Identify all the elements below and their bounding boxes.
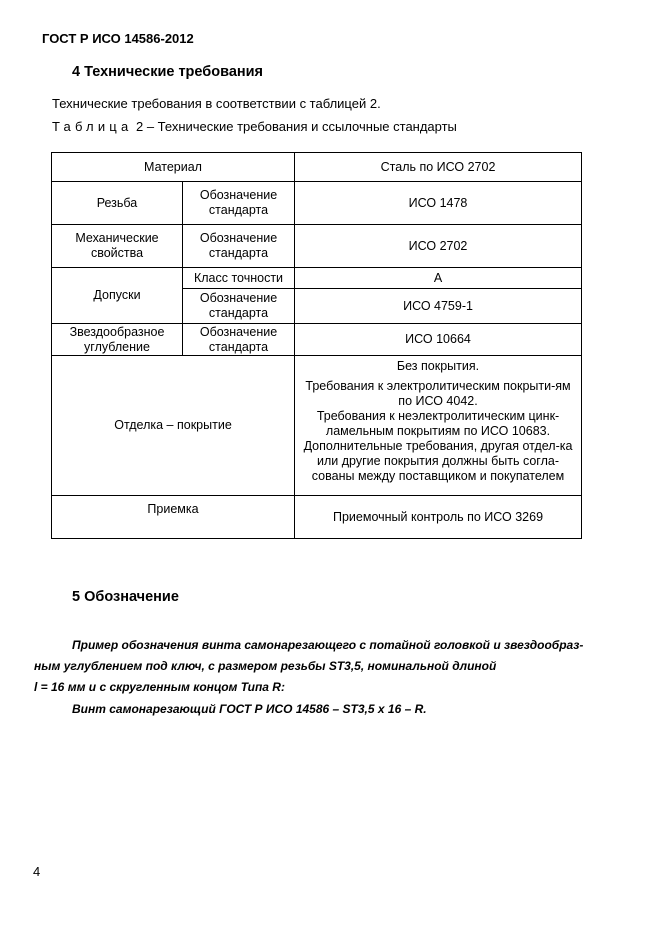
star-value: ИСО 10664 — [295, 324, 582, 356]
table-row — [52, 496, 582, 539]
tol-class-value: A — [295, 268, 582, 289]
table-row — [52, 225, 582, 268]
finish-line-1: Без покрытия. — [396, 359, 480, 373]
section-4-intro: Технические требования в соответствии с таблицей 2. — [52, 96, 381, 111]
star-sub: Обозначение стандарта — [183, 324, 295, 356]
thread-value: ИСО 1478 — [295, 182, 582, 225]
accept-label: Приемка — [52, 496, 295, 539]
mech-sub: Обозначение стандарта — [183, 225, 295, 268]
tol-class-label: Класс точности — [183, 268, 295, 289]
example-line-1: Пример обозначения винта самонарезающего с потайной головкой и звездообраз- — [72, 638, 584, 652]
finish-line-2: Требования к электролитическим покрыти-ям по ИСО 4042. — [305, 379, 571, 408]
tol-value: ИСО 4759-1 — [295, 289, 582, 324]
table-caption — [52, 119, 457, 134]
mech-label: Механические свойства — [52, 225, 183, 268]
example-line-3: l = 16 мм и с скругленным концом Типа R: — [34, 680, 285, 694]
thread-label: Резьба — [52, 182, 183, 225]
finish-line-4: Дополнительные требования, другая отдел-ка или другие покрытия должны быть согла-сованы между поставщиком и покупателем — [303, 439, 573, 483]
requirements-table — [51, 152, 582, 539]
section-5-title: 5 Обозначение — [72, 589, 179, 605]
table-row — [52, 182, 582, 225]
finish-label: Отделка – покрытие — [52, 356, 295, 496]
designation-example: Винт самонарезающий ГОСТ Р ИСО 14586 – ST3,5 x 16 – R. — [72, 702, 427, 716]
star-label: Звездообразное углубление — [52, 324, 183, 356]
material-label: Материал — [52, 153, 295, 182]
section-4-title: 4 Технические требования — [72, 64, 264, 80]
page-number: 4 — [33, 864, 41, 879]
accept-value: Приемочный контроль по ИСО 3269 — [295, 496, 582, 539]
table-row — [52, 153, 582, 182]
table-caption-word: Таблица — [52, 119, 133, 134]
table-row — [52, 324, 582, 356]
example-line-2: ным углублением под ключ, с размером резьбы ST3,5, номинальной длиной — [34, 659, 497, 673]
document-header: ГОСТ Р ИСО 14586-2012 — [42, 31, 194, 46]
tol-label: Допуски — [52, 268, 183, 324]
table-row — [52, 268, 582, 289]
material-value: Сталь по ИСО 2702 — [295, 153, 582, 182]
finish-line-3: Требования к неэлектролитическим цинк-ламельным покрытиям по ИСО 10683. — [316, 409, 560, 438]
finish-value — [295, 356, 582, 496]
thread-sub: Обозначение стандарта — [183, 182, 295, 225]
table-caption-text: 2 – Технические требования и ссылочные стандарты — [136, 119, 457, 134]
table-row — [52, 356, 582, 496]
mech-value: ИСО 2702 — [295, 225, 582, 268]
tol-sub: Обозначение стандарта — [183, 289, 295, 324]
